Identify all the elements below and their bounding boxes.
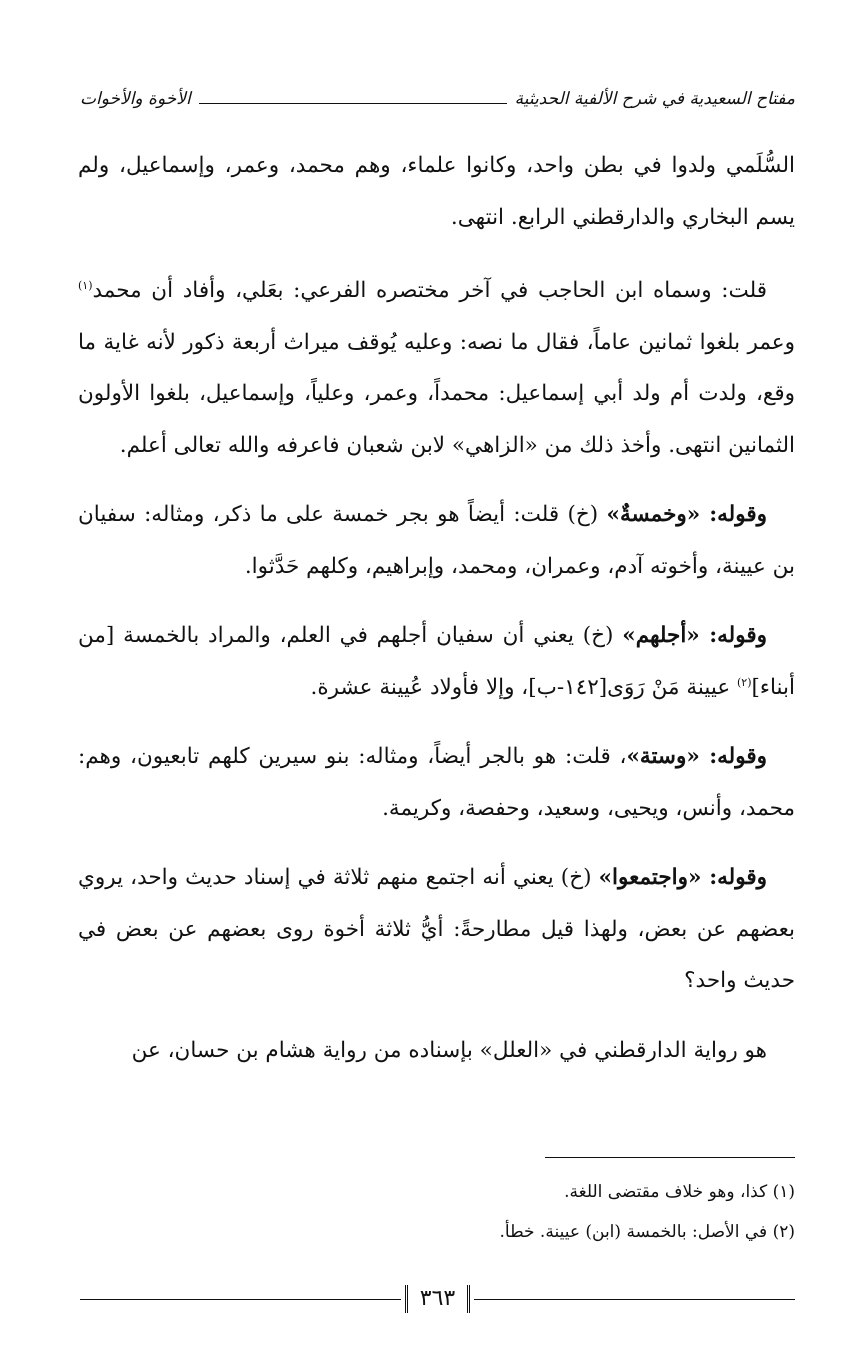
paragraph-6	[78, 852, 795, 1007]
term-khamsa: وقوله: «وخمسةٌ»	[606, 502, 767, 527]
paragraph-1	[78, 140, 795, 243]
paragraph-4-text-b: عيينة مَنْ رَوَى[١٤٢-ب]، وإلا فأولاد عُيينة عشرة.	[310, 674, 737, 700]
term-sitta: وقوله: «وستة»	[626, 744, 767, 769]
paragraph-2-text-b: وعمر بلغوا ثمانين عاماً، فقال ما نصه: وعليه يُوقف ميراث أربعة ذكور لأنه غاية ما وقع، ولدت أم ولد أبي إسماعيل: محمداً، وعمر، وعلياً، وإسماعيل، بلغوا الأولون الثمانين انتهى. وأخذ ذلك من «الزاهي» لابن شعبان فاعرفه والله تعالى أعلم.	[78, 329, 795, 458]
chapter-title: الأخوة والأخوات	[80, 89, 191, 109]
term-ajalluhum: وقوله: «أجلهم»	[622, 623, 767, 648]
main-text	[78, 140, 795, 1094]
book-title: مفتاح السعيدية في شرح الألفية الحديثية	[514, 89, 795, 109]
footnote-marker-1: (١)	[78, 278, 93, 292]
footnote-1: (١) كذا، وهو خلاف مقتضى اللغة.	[564, 1182, 795, 1202]
footer-rule-right	[474, 1299, 795, 1300]
paragraph-3-text: (خ) قلت: أيضاً هو بجر خمسة على ما ذكر، ومثاله: سفيان بن عيينة، وأخوته آدم، وعمران، ومحمد، وإبراهيم، وكلهم حَدَّثوا.	[78, 502, 795, 579]
paragraph-5	[78, 731, 795, 834]
paragraph-1-text: السُّلَمي ولدوا في بطن واحد، وكانوا علماء، وهم محمد، وعمر، وإسماعيل، ولم يسم البخاري والدارقطني الرابع. انتهى.	[78, 153, 795, 230]
footnotes	[78, 1172, 795, 1252]
paragraph-2	[78, 265, 795, 471]
header-rule	[199, 103, 507, 104]
paragraph-6-text: (خ) يعني أنه اجتمع منهم ثلاثة في إسناد حديث واحد، يروي بعضهم عن بعض، ولهذا قيل مطارحةً: أيُّ ثلاثة أخوة روى بعضهم عن بعض في حديث واحد؟	[78, 865, 795, 993]
paragraph-4	[78, 610, 795, 713]
paragraph-4-text-a: (خ) يعني أن سفيان أجلهم في العلم، والمراد بالخمسة [من أبناء]	[78, 623, 795, 700]
footnote-2: (٢) في الأصل: بالخمسة (ابن) عيينة. خطأ.	[499, 1222, 795, 1242]
paragraph-7-text: هو رواية الدارقطني في «العلل» بإسناده من رواية هشام بن حسان، عن	[131, 1037, 767, 1063]
running-header	[80, 82, 795, 116]
paragraph-2-text-a: قلت: وسماه ابن الحاجب في آخر مختصره الفرعي: بعَلي، وأفاد أن محمد	[92, 278, 767, 303]
page-footer	[80, 1284, 795, 1314]
footer-rule-left	[80, 1299, 401, 1300]
paragraph-3	[78, 489, 795, 592]
footnote-marker-2: (٢)	[736, 675, 752, 689]
footnote-separator	[545, 1157, 795, 1158]
page-number: ٣٦٣	[405, 1285, 470, 1313]
paragraph-5-text: ، قلت: هو بالجر أيضاً، ومثاله: بنو سيرين كلهم تابعيون، وهم: محمد، وأنس، ويحيى، وسعيد، وحفصة، وكريمة.	[78, 744, 795, 821]
paragraph-7	[78, 1025, 795, 1077]
term-ijtama: وقوله: «واجتمعوا»	[598, 865, 767, 890]
